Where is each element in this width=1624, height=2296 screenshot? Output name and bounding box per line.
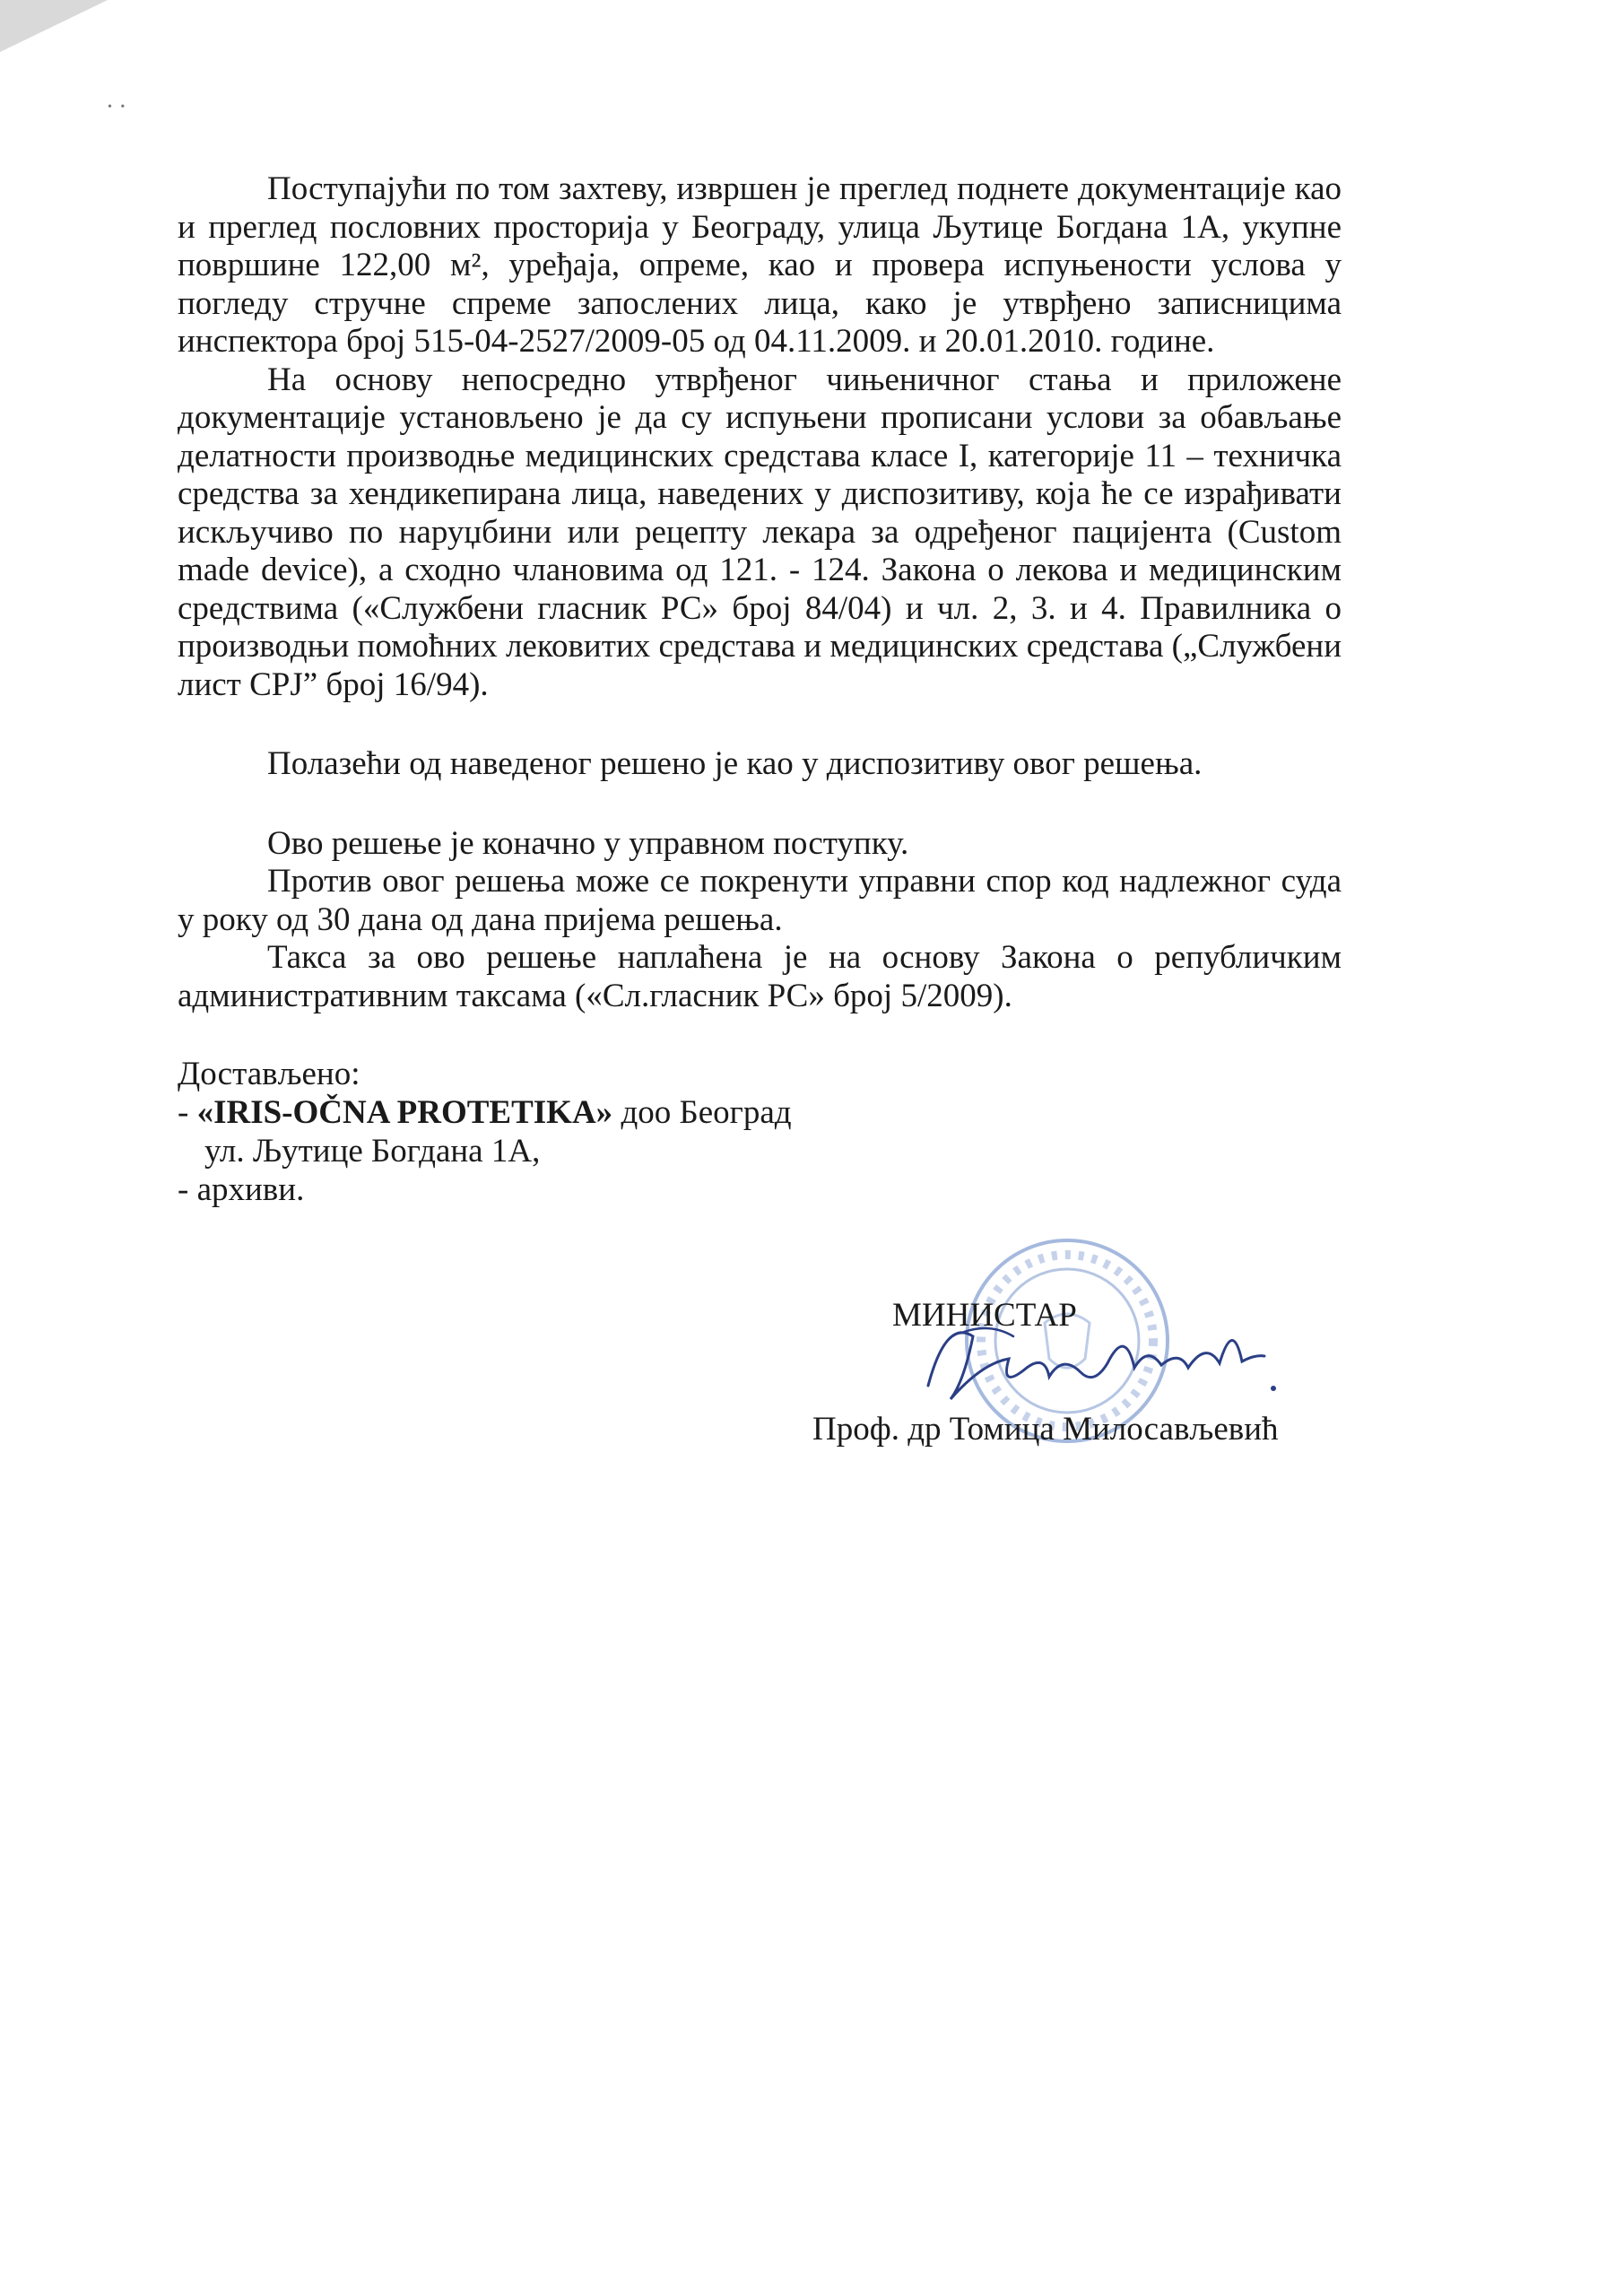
delivery-archive: - архиви. (178, 1171, 305, 1208)
paragraph-fee: Такса за ово решење наплаћена је на основу Закона о републичким административним таксама («Сл.гласник РС» број 5/2009). (178, 939, 1342, 1014)
delivery-list (178, 1055, 792, 1209)
paragraph-decision: Полазећи од наведеног решено је као у диспозитиву овог решења. (267, 745, 1203, 782)
delivery-heading: Достављено: (178, 1056, 360, 1092)
paragraph-final: Ово решење је коначно у управном поступку. (267, 824, 909, 862)
delivery-recipient (178, 1093, 792, 1132)
paragraph-gap (178, 784, 1342, 825)
paragraph-appeal: Против овог решења може се покренути управни спор код надлежног суда у року од 30 дана од дана пријема решења. (178, 863, 1342, 938)
scanned-corner-fold (0, 0, 108, 52)
handwritten-signature (910, 1300, 1287, 1417)
recipient-prefix: - (178, 1094, 197, 1131)
paragraph-gap (178, 704, 1342, 745)
paragraph-inspection: Поступајући по том захтеву, извршен је преглед поднете документације као и преглед пословних просторија у Београду, улица Љутице Богдана 1А, укупне површине 122,00 м², уређаја, опреме, као и провера испуњености услова у погледу стручне спреме запослених лица, како је утврђено записницима инспектора број 515-04-2527/2009-05 од 04.11.2009. и 20.01.2010. године. (178, 170, 1342, 360)
paragraph-findings: На основу непосредно утврђеног чињеничног стања и приложене документације установљено је да су испуњени прописани услови за обављање делатности производње медицинских средстава класе I, категорије 11 – техничка средства за хендикепирана лица, наведених у диспозитиву, која ће се израђивати искључиво по наруџбини или рецепту лекара за одређеног пацијента (Custom made device), а сходно члановима од 121. - 124. Закона о лекова и медицинским средствима («Службени гласник РС» број 84/04) и чл. 2, 3. и 4. Правилника о производњи помоћних лековитих средстава и медицинских средстава („Службени лист СРЈ” број 16/94). (178, 361, 1342, 703)
recipient-address: ул. Љутице Богдана 1А, (204, 1133, 541, 1170)
document-body (178, 170, 1342, 1015)
signatory-title: МИНИСТАР (892, 1297, 1077, 1334)
recipient-company-name: «IRIS-OČNA PROTETIKA» (196, 1094, 613, 1131)
scan-artifact-dots: • • (108, 100, 128, 114)
recipient-company-suffix: доо Београд (612, 1094, 792, 1131)
signatory-name: Проф. др Томица Милосављевић (812, 1411, 1279, 1448)
